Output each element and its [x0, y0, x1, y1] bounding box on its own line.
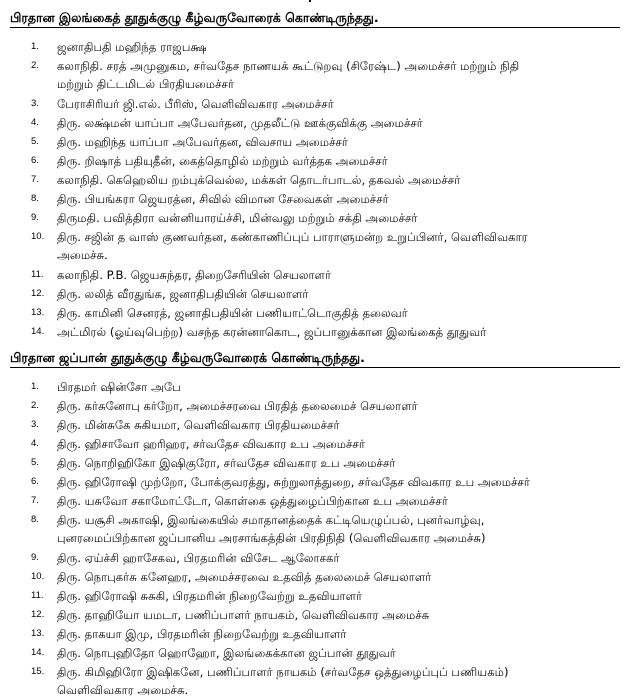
list-item-line: திரு. தாகயா இமு, பிரதமரின் நிறைவேற்று உதவியாளர் — [57, 627, 347, 641]
list-item-line: திரு. லக்ஷ்மன் யாப்பா அபேவர்தன, முதலீட்டு ஊக்குவிக்கு அமைச்சர் — [57, 116, 423, 130]
list-item-line: பிரதமர் ஷின்சோ அபே — [57, 380, 181, 394]
list-item-number: 10. — [31, 231, 45, 242]
list-item-text — [57, 606, 619, 624]
list-item-line: பேராசிரியர் ஜி.எல். பீரிஸ், வெளிவிவகார அமைச்சர் — [57, 97, 334, 111]
list-item-text — [57, 133, 619, 151]
list-item-text — [57, 473, 619, 491]
list-item-line: ஜனாதிபதி மஹிந்த ராஜபக்ஷ — [57, 40, 207, 54]
list-item-text — [57, 228, 619, 264]
list-item-line: திரு. பியங்கரா ஜெயரத்ன, சிவில் விமான சேவைகள் அமைச்சர் — [57, 192, 389, 206]
list-item-number: 8. — [31, 514, 39, 525]
list-item-line: மற்றும் திட்டமிடல் பிரதியமைச்சர் — [57, 77, 235, 91]
list-item-line: அமைச்சு. — [57, 248, 108, 262]
list-item-number: 3. — [31, 98, 39, 109]
list-item-number: 15. — [31, 666, 45, 677]
list-item-line: கலாநிதி. கெஹெலிய றம்புக்வெல்ல, மக்கள் தொடர்பாடல், தகவல் அமைச்சர் — [57, 173, 461, 187]
list-item-line: திரு. லலித் வீரதுங்க, ஜனாதிபதியின் செயலாளர் — [57, 287, 309, 301]
list-item-line: திரு. கர்சுனோபு கர்றோ, அமைச்சரவை பிரதித் தலைமைச் செயலாளர் — [57, 399, 418, 413]
list-item-line: திரு. நொபுஹிதோ ஹொஹோ, இலங்கைக்கான ஜப்பான் தூதுவர் — [57, 646, 396, 660]
list-item-number: 14. — [31, 647, 45, 658]
list-item-number: 12. — [31, 609, 45, 620]
list-item-number: 11. — [31, 590, 44, 601]
list-item-line: திரு. காமினி செனரத், ஜனாதிபதியின் பணியாட்டொகுதித் தலைவர் — [57, 306, 408, 320]
list-item-text — [57, 190, 619, 208]
list-item-number: 2. — [31, 400, 39, 411]
list-item-number: 5. — [31, 457, 39, 468]
list-item-number: 12. — [31, 288, 45, 299]
list-item-number: 6. — [31, 155, 39, 166]
list-item-line: திரு. தாஹியோ யமடா, பணிப்பாளர் நாயகம், வெளிவிவகார அமைச்சு — [57, 608, 430, 622]
list-item-line: திருமதி. பவித்திரா வன்னியாரய்ச்சி, மின்வலு மற்றும் சக்தி அமைச்சர் — [57, 211, 418, 225]
list-item-line: திரு. மஹிந்த யாப்பா அபேவர்தன, விவசாய அமைச்சர் — [57, 135, 348, 149]
heading-underline — [10, 367, 620, 368]
section-heading-japan-delegation — [10, 350, 620, 366]
list-item-number: 13. — [31, 628, 45, 639]
list-item-number: 1. — [31, 381, 39, 392]
list-item-text — [57, 549, 619, 567]
list-item-number: 3. — [31, 419, 39, 430]
list-item-number: 9. — [31, 212, 39, 223]
list-item-text — [57, 323, 619, 341]
list-item-text — [57, 568, 619, 586]
list-item-line: கலாநிதி. சரத் அமுனுகம, சர்வதேச நாணயக் கூட்டுறவு (சிரேஷ்ட) அமைச்சர் மற்றும் நிதி — [57, 59, 520, 73]
list-item-text — [57, 644, 619, 662]
section-heading-sri-lanka-delegation — [10, 10, 620, 26]
list-item-number: 10. — [31, 571, 45, 582]
list-item-line: புனரமைப்பிற்கான ஜப்பானிய அரசாங்கத்தின் பிரதிநிதி (வெளிவிவகார அமைச்சு) — [57, 531, 486, 545]
list-item-number: 7. — [31, 495, 39, 506]
list-item-line: திரு. ஏய்ச்சி ஹாசேகவ, பிரதமரின் விசேட ஆலோசகர் — [57, 551, 340, 565]
list-item-text — [57, 285, 619, 303]
list-item-line: திரு. றிஷாத் பதியுதீன், கைத்தொழில் மற்றும் வர்த்தக அமைச்சர் — [57, 154, 388, 168]
list-item-text — [57, 587, 619, 605]
list-item-text — [57, 38, 619, 56]
list-item-text — [57, 378, 619, 396]
list-item-line: திரு. நொறிஹிகோ இஷிகுரோ, சர்வதேச விவகார உப அமைச்சர் — [57, 456, 396, 470]
list-item-number: 1. — [31, 41, 39, 52]
list-item-number: 13. — [31, 307, 45, 318]
list-item-text — [57, 152, 619, 170]
list-item-text — [57, 625, 619, 643]
list-item-text — [57, 171, 619, 189]
list-item-text — [57, 95, 619, 113]
list-item-number: 14. — [31, 326, 45, 337]
list-item-text — [57, 304, 619, 322]
list-item-line: திரு. ஹிரோஷி முற்றோ, போக்குவரத்து, சுற்றுலாத்துறை, சர்வதேச விவகார உப அமைச்சர் — [57, 475, 530, 489]
list-item-text — [57, 435, 619, 453]
list-item-number: 11. — [31, 269, 44, 280]
list-item-text — [57, 57, 619, 93]
list-item-text — [57, 511, 619, 547]
list-item-text — [57, 114, 619, 132]
list-item-line: திரு. சஜின் த வாஸ் குணவர்தன, கண்காணிப்புப் பாராளுமன்ற உறுப்பினர், வெளிவிவகார — [57, 230, 528, 244]
list-item-line: திரு. ஹிரோஷி சுசுகி, பிரதமரின் நிறைவேற்று உதவியாளர் — [57, 589, 363, 603]
list-item-line: திரு. யசூசி அகாஷி, இலங்கையில் சமாதானத்தைக் கட்டியெழுப்பல், புனர்வாழ்வு, — [57, 513, 485, 527]
list-item-line: அட்மிரல் (ஓய்வுபெற்ற) வசந்த கரன்னாகொட, ஜப்பானுக்கான இலங்கைத் தூதுவர் — [57, 325, 487, 339]
list-item-text — [57, 492, 619, 510]
list-item-line: திரு. கிமிஹிரோ இஷிகனே, பணிப்பாளர் நாயகம் (சர்வதேச ஒத்துழைப்புப் பணியகம்) — [57, 665, 509, 679]
list-item-number: 6. — [31, 476, 39, 487]
list-item-number: 4. — [31, 117, 39, 128]
list-item-text — [57, 454, 619, 472]
list-item-line: கலாநிதி. P.B. ஜெயசுந்தர, திறைசேரியின் செயலாளர் — [57, 268, 332, 282]
section-heading-text: பிரதான இலங்கைத் தூதுக்குழு கீழ்வருவோரைக் கொண்டிருந்தது. — [10, 10, 379, 25]
list-item-line: திரு. மின்சுகே சுகியமா, வெளிவிவகார பிரதியமைச்சர் — [57, 418, 340, 432]
section-heading-text: பிரதான ஜப்பான் தூதுக்குழு கீழ்வருவோரைக் கொண்டிருந்தது. — [10, 350, 365, 365]
list-item-number: 4. — [31, 438, 39, 449]
list-item-number: 5. — [31, 136, 39, 147]
corner-mark — [309, 0, 311, 2]
list-item-text — [57, 209, 619, 227]
heading-underline — [10, 27, 620, 28]
list-item-text — [57, 663, 619, 699]
list-item-number: 7. — [31, 174, 39, 185]
list-item-number: 9. — [31, 552, 39, 563]
list-item-line: திரு. ஹிசாவோ ஹரிஹர, சர்வதேச விவகார உப அமைச்சர் — [57, 437, 365, 451]
list-item-line: திரு. நொபுகர்சு கனேஹர, அமைச்சரவை உதவித் தலைமைச் செயலாளர் — [57, 570, 432, 584]
list-item-line: திரு. யசுவோ சகாமோட்டோ, கொள்கை ஒத்துழைப்பிற்கான உப அமைச்சர் — [57, 494, 448, 508]
list-item-text — [57, 266, 619, 284]
list-item-number: 2. — [31, 60, 39, 71]
list-item-text — [57, 416, 619, 434]
list-item-number: 8. — [31, 193, 39, 204]
list-item-text — [57, 397, 619, 415]
list-item-line: வெளிவிவகார அமைச்சு. — [57, 683, 189, 697]
